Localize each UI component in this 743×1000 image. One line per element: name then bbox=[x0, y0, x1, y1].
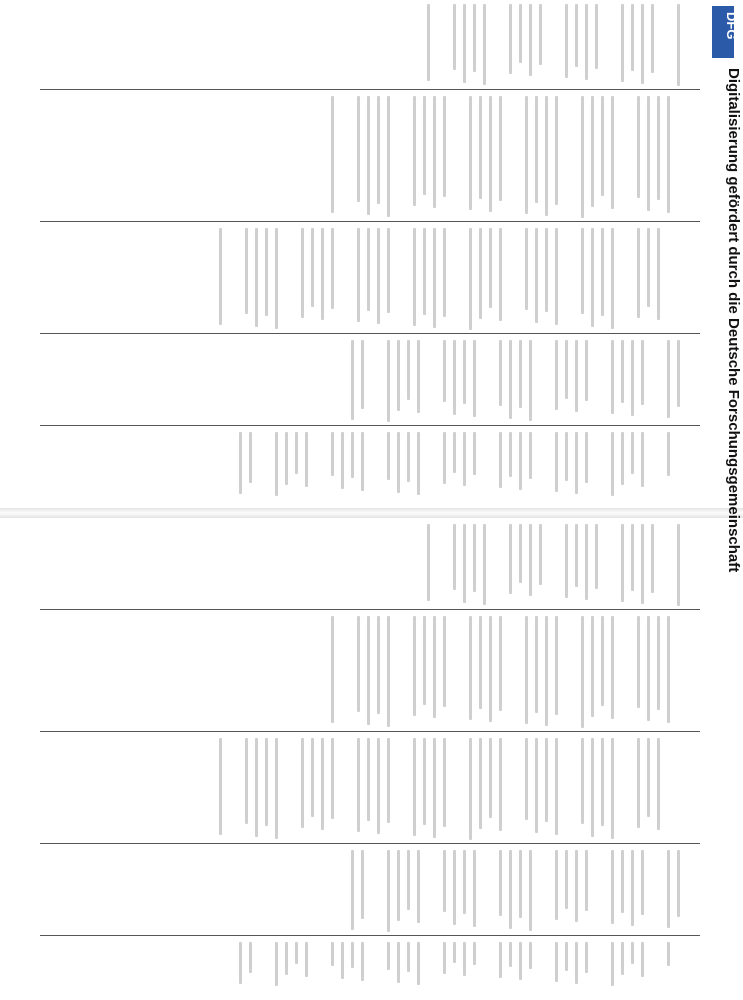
illegible-text-line bbox=[245, 738, 248, 824]
illegible-text-line bbox=[575, 524, 578, 587]
illegible-text-line bbox=[463, 432, 466, 486]
page-gutter bbox=[0, 508, 743, 518]
illegible-text-line bbox=[499, 340, 502, 406]
illegible-text-line bbox=[265, 738, 268, 826]
illegible-text-line bbox=[555, 850, 558, 920]
illegible-text-line bbox=[509, 432, 512, 477]
illegible-text-line bbox=[341, 942, 344, 979]
upper-page-body bbox=[0, 0, 700, 505]
illegible-text-line bbox=[637, 738, 640, 828]
illegible-text-line bbox=[611, 942, 614, 986]
illegible-text-line bbox=[545, 738, 548, 822]
illegible-text-line bbox=[433, 616, 436, 718]
illegible-text-line bbox=[417, 850, 420, 923]
illegible-text-line bbox=[479, 738, 482, 829]
illegible-text-line bbox=[275, 228, 278, 329]
lower-page bbox=[0, 520, 700, 990]
illegible-text-line bbox=[397, 942, 400, 983]
illegible-text-line bbox=[417, 432, 420, 495]
illegible-text-line bbox=[657, 228, 660, 320]
illegible-text-line bbox=[539, 524, 542, 585]
illegible-text-line bbox=[529, 524, 532, 596]
illegible-text-line bbox=[387, 340, 390, 422]
illegible-text-line bbox=[621, 4, 624, 82]
illegible-text-line bbox=[611, 616, 614, 719]
illegible-text-line bbox=[321, 228, 324, 320]
illegible-text-line bbox=[469, 96, 472, 210]
illegible-text-line bbox=[565, 524, 568, 598]
illegible-text-line bbox=[641, 524, 644, 604]
illegible-text-line bbox=[341, 432, 344, 489]
illegible-text-line bbox=[361, 432, 364, 491]
illegible-text-line bbox=[453, 4, 456, 70]
illegible-text-line bbox=[413, 96, 416, 206]
illegible-text-line bbox=[509, 942, 512, 967]
illegible-text-line bbox=[453, 942, 456, 963]
illegible-text-line bbox=[427, 524, 430, 601]
illegible-text-line bbox=[677, 4, 680, 86]
illegible-text-line bbox=[469, 228, 472, 330]
illegible-text-line bbox=[591, 228, 594, 327]
illegible-text-line bbox=[555, 616, 558, 715]
illegible-text-line bbox=[581, 96, 584, 218]
illegible-text-line bbox=[535, 228, 538, 323]
illegible-text-line bbox=[219, 738, 222, 835]
illegible-text-line bbox=[499, 942, 502, 978]
illegible-text-line bbox=[611, 738, 614, 839]
illegible-text-line bbox=[377, 96, 380, 204]
illegible-text-line bbox=[641, 340, 644, 405]
illegible-text-line bbox=[555, 432, 558, 492]
illegible-text-line bbox=[529, 340, 532, 421]
illegible-text-line bbox=[305, 432, 308, 487]
illegible-text-line bbox=[555, 942, 558, 982]
illegible-text-line bbox=[443, 432, 446, 484]
illegible-text-line bbox=[423, 96, 426, 195]
column-rule bbox=[40, 425, 700, 426]
illegible-text-line bbox=[565, 850, 568, 909]
column-rule bbox=[40, 333, 700, 334]
illegible-text-line bbox=[591, 738, 594, 837]
upper-text-block bbox=[110, 0, 700, 505]
illegible-text-line bbox=[285, 432, 288, 485]
illegible-text-line bbox=[647, 228, 650, 307]
illegible-text-line bbox=[219, 228, 222, 325]
illegible-text-line bbox=[509, 340, 512, 419]
illegible-text-line bbox=[611, 96, 614, 209]
illegible-text-line bbox=[275, 942, 278, 986]
illegible-text-line bbox=[621, 340, 624, 403]
illegible-text-line bbox=[361, 942, 364, 981]
column-rule bbox=[40, 221, 700, 222]
illegible-text-line bbox=[249, 942, 252, 973]
illegible-text-line bbox=[509, 524, 512, 594]
illegible-text-line bbox=[387, 738, 390, 823]
illegible-text-line bbox=[469, 738, 472, 840]
illegible-text-line bbox=[443, 738, 446, 827]
illegible-text-line bbox=[667, 96, 670, 213]
column-rule bbox=[40, 935, 700, 936]
illegible-text-line bbox=[585, 850, 588, 911]
illegible-text-line bbox=[397, 432, 400, 493]
illegible-text-line bbox=[479, 616, 482, 709]
illegible-text-line bbox=[275, 738, 278, 839]
illegible-text-line bbox=[555, 228, 558, 325]
illegible-text-line bbox=[417, 942, 420, 985]
illegible-text-line bbox=[641, 4, 644, 84]
illegible-text-line bbox=[413, 228, 416, 326]
illegible-text-line bbox=[667, 850, 670, 928]
illegible-text-line bbox=[351, 432, 354, 478]
illegible-text-line bbox=[473, 340, 476, 417]
illegible-text-line bbox=[641, 850, 644, 915]
illegible-text-line bbox=[387, 432, 390, 480]
illegible-text-line bbox=[525, 738, 528, 820]
illegible-text-line bbox=[581, 228, 584, 314]
illegible-text-line bbox=[397, 340, 400, 411]
illegible-text-line bbox=[367, 228, 370, 311]
illegible-text-line bbox=[295, 942, 298, 964]
illegible-text-line bbox=[637, 616, 640, 708]
illegible-text-line bbox=[453, 850, 456, 925]
illegible-text-line bbox=[525, 228, 528, 310]
illegible-text-line bbox=[245, 228, 248, 314]
illegible-text-line bbox=[667, 942, 670, 966]
illegible-text-line bbox=[443, 850, 446, 912]
illegible-text-line bbox=[357, 616, 360, 712]
illegible-text-line bbox=[407, 850, 410, 910]
illegible-text-line bbox=[595, 4, 598, 69]
illegible-text-line bbox=[519, 340, 522, 408]
illegible-text-line bbox=[601, 228, 604, 316]
illegible-text-line bbox=[611, 432, 614, 496]
illegible-text-line bbox=[545, 616, 548, 726]
upper-column-heads bbox=[40, 0, 100, 505]
illegible-text-line bbox=[433, 228, 436, 328]
illegible-text-line bbox=[453, 524, 456, 590]
illegible-text-line bbox=[377, 616, 380, 714]
illegible-text-line bbox=[647, 738, 650, 817]
illegible-text-line bbox=[585, 340, 588, 401]
illegible-text-line bbox=[611, 228, 614, 329]
illegible-text-line bbox=[483, 4, 486, 85]
illegible-text-line bbox=[575, 942, 578, 984]
illegible-text-line bbox=[239, 432, 242, 494]
illegible-text-line bbox=[601, 738, 604, 826]
illegible-text-line bbox=[453, 340, 456, 415]
illegible-text-line bbox=[479, 228, 482, 319]
illegible-text-line bbox=[621, 432, 624, 485]
illegible-text-line bbox=[473, 4, 476, 72]
illegible-text-line bbox=[657, 738, 660, 830]
illegible-text-line bbox=[611, 340, 614, 414]
lower-column-heads bbox=[40, 520, 100, 990]
illegible-text-line bbox=[631, 524, 634, 591]
illegible-text-line bbox=[575, 4, 578, 67]
illegible-text-line bbox=[631, 942, 634, 964]
illegible-text-line bbox=[407, 340, 410, 400]
illegible-text-line bbox=[479, 96, 482, 199]
illegible-text-line bbox=[641, 942, 644, 977]
illegible-text-line bbox=[565, 942, 568, 971]
illegible-text-line bbox=[529, 850, 532, 931]
lower-page-body bbox=[0, 520, 700, 990]
illegible-text-line bbox=[621, 942, 624, 975]
illegible-text-line bbox=[407, 942, 410, 972]
illegible-text-line bbox=[585, 4, 588, 80]
illegible-text-line bbox=[611, 850, 614, 924]
illegible-text-line bbox=[357, 96, 360, 202]
illegible-text-line bbox=[387, 616, 390, 727]
illegible-text-line bbox=[499, 738, 502, 831]
illegible-text-line bbox=[581, 616, 584, 728]
illegible-text-line bbox=[489, 616, 492, 722]
illegible-text-line bbox=[351, 942, 354, 968]
illegible-text-line bbox=[377, 228, 380, 324]
illegible-text-line bbox=[351, 340, 354, 420]
illegible-text-line bbox=[657, 96, 660, 200]
illegible-text-line bbox=[311, 738, 314, 817]
illegible-text-line bbox=[387, 96, 390, 217]
illegible-text-line bbox=[413, 738, 416, 836]
illegible-text-line bbox=[489, 228, 492, 308]
illegible-text-line bbox=[651, 524, 654, 593]
column-rule bbox=[40, 843, 700, 844]
illegible-text-line bbox=[367, 616, 370, 725]
illegible-text-line bbox=[631, 432, 634, 474]
illegible-text-line bbox=[483, 524, 486, 605]
illegible-text-line bbox=[387, 850, 390, 932]
illegible-text-line bbox=[621, 850, 624, 913]
illegible-text-line bbox=[601, 616, 604, 706]
illegible-text-line bbox=[499, 228, 502, 321]
illegible-text-line bbox=[509, 850, 512, 929]
illegible-text-line bbox=[285, 942, 288, 975]
illegible-text-line bbox=[637, 228, 640, 318]
illegible-text-line bbox=[585, 942, 588, 973]
illegible-text-line bbox=[255, 738, 258, 837]
illegible-text-line bbox=[529, 942, 532, 969]
illegible-text-line bbox=[647, 96, 650, 211]
illegible-text-line bbox=[433, 738, 436, 838]
illegible-text-line bbox=[535, 96, 538, 203]
illegible-text-line bbox=[443, 228, 446, 317]
illegible-text-line bbox=[473, 942, 476, 965]
illegible-text-line bbox=[591, 96, 594, 207]
dfg-notice-text: Digitalisierung gefördert durch die Deutsche Forschungsgemeinschaft bbox=[725, 68, 742, 573]
illegible-text-line bbox=[565, 4, 568, 78]
illegible-text-line bbox=[519, 850, 522, 918]
illegible-text-line bbox=[413, 616, 416, 716]
illegible-text-line bbox=[631, 4, 634, 71]
illegible-text-line bbox=[519, 942, 522, 980]
illegible-text-line bbox=[249, 432, 252, 483]
illegible-text-line bbox=[351, 850, 354, 930]
illegible-text-line bbox=[585, 524, 588, 600]
illegible-text-line bbox=[433, 96, 436, 208]
upper-page bbox=[0, 0, 700, 505]
illegible-text-line bbox=[631, 340, 634, 416]
dfg-watermark-graphic bbox=[706, 4, 742, 996]
illegible-text-line bbox=[545, 96, 548, 216]
illegible-text-line bbox=[469, 616, 472, 720]
illegible-text-line bbox=[529, 432, 532, 479]
illegible-text-line bbox=[275, 432, 278, 496]
illegible-text-line bbox=[427, 4, 430, 81]
dfg-logo-text: DFG bbox=[724, 12, 739, 40]
illegible-text-line bbox=[331, 942, 334, 966]
illegible-text-line bbox=[667, 340, 670, 418]
column-rule bbox=[40, 609, 700, 610]
lower-text-block bbox=[110, 520, 700, 990]
illegible-text-line bbox=[423, 228, 426, 315]
illegible-text-line bbox=[301, 228, 304, 318]
illegible-text-line bbox=[489, 96, 492, 212]
illegible-text-line bbox=[463, 850, 466, 914]
illegible-text-line bbox=[581, 738, 584, 824]
illegible-text-line bbox=[529, 4, 532, 76]
illegible-text-line bbox=[255, 228, 258, 327]
illegible-text-line bbox=[463, 340, 466, 404]
illegible-text-line bbox=[667, 432, 670, 476]
column-rule bbox=[40, 89, 700, 90]
illegible-text-line bbox=[423, 738, 426, 825]
illegible-text-line bbox=[575, 850, 578, 922]
illegible-text-line bbox=[677, 340, 680, 407]
illegible-text-line bbox=[565, 340, 568, 399]
illegible-text-line bbox=[397, 850, 400, 921]
illegible-text-line bbox=[555, 738, 558, 835]
illegible-text-line bbox=[647, 616, 650, 721]
illegible-text-line bbox=[489, 738, 492, 818]
illegible-text-line bbox=[331, 432, 334, 476]
illegible-text-line bbox=[367, 96, 370, 215]
illegible-text-line bbox=[443, 340, 446, 402]
column-rule bbox=[40, 731, 700, 732]
illegible-text-line bbox=[239, 942, 242, 984]
illegible-text-line bbox=[499, 850, 502, 916]
illegible-text-line bbox=[331, 616, 334, 723]
illegible-text-line bbox=[667, 616, 670, 723]
illegible-text-line bbox=[539, 4, 542, 65]
dfg-watermark bbox=[706, 4, 742, 996]
illegible-text-line bbox=[417, 340, 420, 413]
illegible-text-line bbox=[361, 850, 364, 919]
illegible-text-line bbox=[641, 432, 644, 487]
illegible-text-line bbox=[519, 432, 522, 490]
illegible-text-line bbox=[519, 524, 522, 583]
illegible-text-line bbox=[423, 616, 426, 705]
illegible-text-line bbox=[637, 96, 640, 198]
illegible-text-line bbox=[525, 616, 528, 724]
illegible-text-line bbox=[585, 432, 588, 483]
illegible-text-line bbox=[443, 942, 446, 974]
illegible-text-line bbox=[657, 616, 660, 710]
illegible-text-line bbox=[331, 96, 334, 213]
illegible-text-line bbox=[499, 432, 502, 488]
illegible-text-line bbox=[367, 738, 370, 821]
illegible-text-line bbox=[535, 616, 538, 713]
illegible-text-line bbox=[499, 616, 502, 711]
illegible-text-line bbox=[265, 228, 268, 316]
illegible-text-line bbox=[525, 96, 528, 214]
illegible-text-line bbox=[331, 738, 334, 819]
illegible-text-line bbox=[545, 228, 548, 312]
illegible-text-line bbox=[301, 738, 304, 828]
illegible-text-line bbox=[555, 96, 558, 205]
illegible-text-line bbox=[651, 4, 654, 73]
illegible-text-line bbox=[305, 942, 308, 977]
illegible-text-line bbox=[387, 942, 390, 970]
illegible-text-line bbox=[321, 738, 324, 830]
illegible-text-line bbox=[591, 616, 594, 717]
illegible-text-line bbox=[677, 850, 680, 917]
illegible-text-line bbox=[677, 524, 680, 606]
illegible-text-line bbox=[311, 228, 314, 307]
illegible-text-line bbox=[463, 4, 466, 83]
illegible-text-line bbox=[357, 738, 360, 832]
illegible-text-line bbox=[387, 228, 390, 313]
illegible-text-line bbox=[631, 850, 634, 926]
illegible-text-line bbox=[575, 340, 578, 412]
illegible-text-line bbox=[473, 524, 476, 592]
illegible-text-line bbox=[601, 96, 604, 196]
illegible-text-line bbox=[499, 96, 502, 201]
illegible-text-line bbox=[575, 432, 578, 494]
illegible-text-line bbox=[509, 4, 512, 74]
illegible-text-line bbox=[621, 524, 624, 602]
illegible-text-line bbox=[295, 432, 298, 474]
illegible-text-line bbox=[473, 850, 476, 927]
illegible-text-line bbox=[357, 228, 360, 322]
illegible-text-line bbox=[377, 738, 380, 834]
illegible-text-line bbox=[407, 432, 410, 482]
illegible-text-line bbox=[535, 738, 538, 833]
illegible-text-line bbox=[565, 432, 568, 481]
illegible-text-line bbox=[463, 942, 466, 976]
illegible-text-line bbox=[519, 4, 522, 63]
illegible-text-line bbox=[361, 340, 364, 409]
illegible-text-line bbox=[473, 432, 476, 475]
illegible-text-line bbox=[555, 340, 558, 410]
illegible-text-line bbox=[443, 96, 446, 197]
illegible-text-line bbox=[595, 524, 598, 589]
illegible-text-line bbox=[331, 228, 334, 309]
illegible-text-line bbox=[453, 432, 456, 473]
illegible-text-line bbox=[463, 524, 466, 603]
illegible-text-line bbox=[443, 616, 446, 707]
